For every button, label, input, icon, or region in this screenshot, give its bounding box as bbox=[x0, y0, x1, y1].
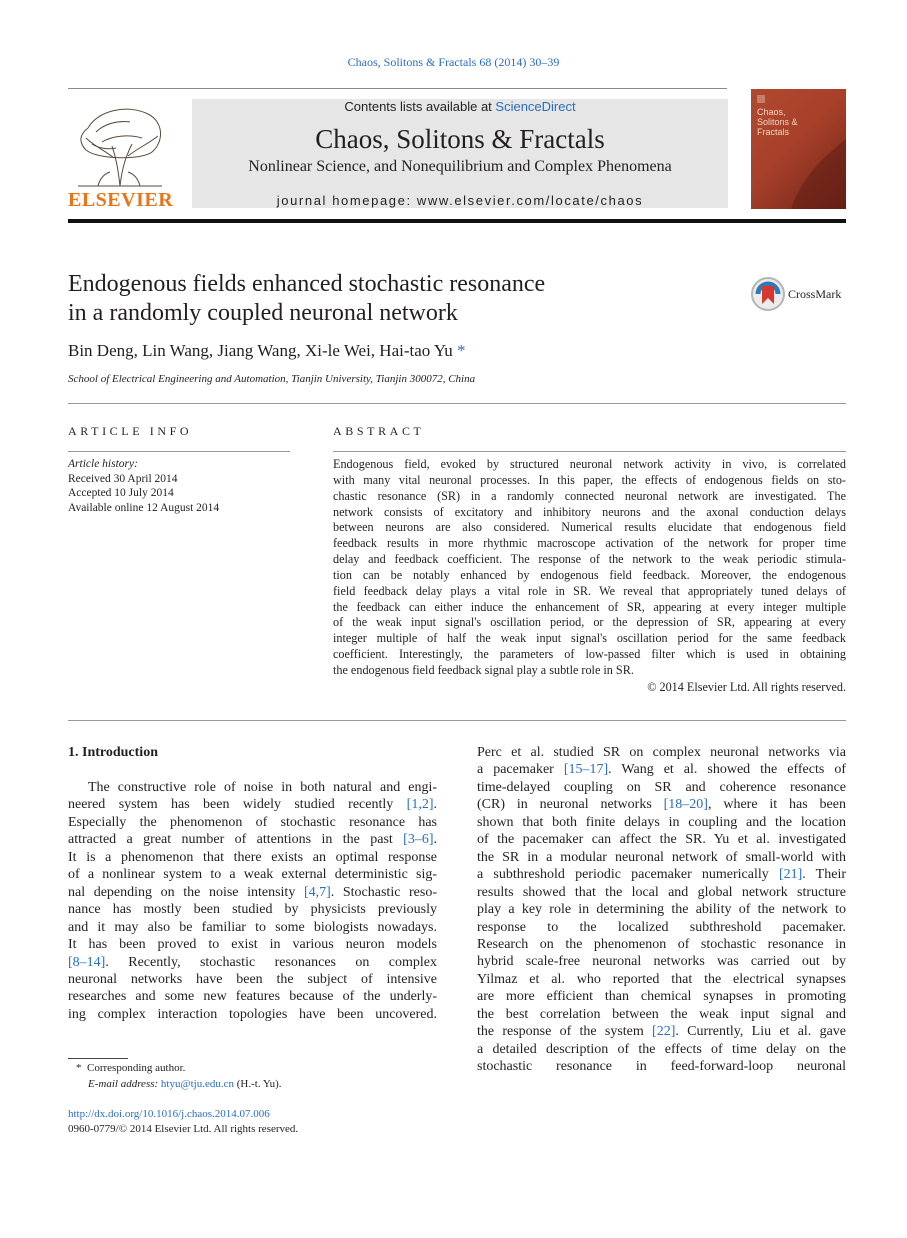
abstract-line: the feedback can either induce the enhancement of SR, appearing at every integer multiple bbox=[333, 599, 846, 614]
text-segment: Perc et al. studied SR on complex neuronal networks via bbox=[477, 745, 846, 760]
text-segment: response to the localized subthreshold pacemaker. bbox=[477, 919, 846, 935]
text-line bbox=[477, 919, 846, 936]
text-line bbox=[68, 849, 437, 866]
cover-title: Chaos, Solitons & Fractals bbox=[757, 107, 798, 137]
text-line bbox=[68, 954, 437, 971]
text-segment: . Their bbox=[802, 867, 846, 883]
text-segment: a pacemaker bbox=[477, 762, 564, 778]
section-rule bbox=[68, 403, 846, 404]
contents-prefix: Contents lists available at bbox=[344, 99, 496, 114]
text-line bbox=[477, 988, 846, 1005]
history-online: Available online 12 August 2014 bbox=[68, 501, 220, 514]
text-segment: Especially the phenomenon of stochastic resonance has bbox=[68, 814, 437, 830]
history-label: Article history: bbox=[68, 458, 138, 470]
text-segment: researches and some new features because of the underly- bbox=[68, 989, 437, 1005]
publisher-wordmark: ELSEVIER bbox=[68, 189, 174, 211]
text-segment: . Stochastic reso- bbox=[330, 884, 438, 900]
text-line bbox=[68, 901, 437, 918]
text-segment: attracted a great number of attentions in the past bbox=[68, 832, 404, 848]
journal-citation[interactable]: Chaos, Solitons & Fractals 68 (2014) 30–39 bbox=[347, 55, 560, 69]
journal-title: Chaos, Solitons & Fractals bbox=[315, 124, 605, 154]
text-line bbox=[477, 884, 846, 901]
text-segment: time-delayed coupling on SR and coherence resonance bbox=[477, 779, 846, 795]
text-line bbox=[477, 1006, 846, 1023]
text-segment: . bbox=[433, 797, 437, 813]
text-line bbox=[477, 866, 846, 883]
email-label: E-mail address: bbox=[88, 1078, 161, 1090]
text-line bbox=[477, 761, 846, 778]
text-line bbox=[68, 919, 437, 936]
footnote-corresponding bbox=[76, 1062, 185, 1074]
abstract-heading: ABSTRACT bbox=[333, 424, 425, 438]
abstract-line: tion can be notably enhanced by endogenous field feedback. Moreover, the endogenous bbox=[333, 567, 846, 582]
abstract-line: coefficient. Interestingly, the parameters of low-passed filter which is used in obtaining bbox=[333, 647, 846, 662]
text-line bbox=[477, 1058, 846, 1075]
text-line bbox=[68, 936, 437, 953]
text-segment: nance has mostly been studied by physicists previously bbox=[68, 902, 437, 918]
author-affiliation: School of Electrical Engineering and Automation, Tianjin University, Tianjin 300072, China bbox=[68, 373, 476, 385]
text-line bbox=[477, 936, 846, 953]
homepage-url[interactable]: www.elsevier.com/locate/chaos bbox=[416, 193, 644, 208]
text-segment: the SR in a modular neuronal network of small-world with bbox=[477, 849, 846, 865]
journal-subtitle: Nonlinear Science, and Nonequilibrium and Complex Phenomena bbox=[248, 158, 672, 175]
article-title-line-1: Endogenous fields enhanced stochastic resonance bbox=[68, 271, 546, 297]
abstract-line: Endogenous field, evoked by structured neuronal network activity in vivo, is correlated bbox=[333, 457, 846, 471]
article-title bbox=[68, 270, 688, 328]
section-rule bbox=[68, 720, 846, 721]
text-line bbox=[68, 988, 437, 1005]
abstract-line: feedback results in more rhythmic macroscope activation of the network for proper time bbox=[333, 536, 846, 551]
citation-link[interactable]: [3–6] bbox=[403, 832, 434, 848]
text-segment: of a nonlinear system to a weak external deterministic sig- bbox=[68, 867, 437, 883]
text-segment: the best correlation between the weak input signal and bbox=[477, 1006, 846, 1022]
text-segment: The constructive role of noise in both natural and engi- bbox=[88, 780, 437, 795]
header-thick-rule bbox=[68, 219, 846, 223]
contents-line bbox=[192, 99, 728, 114]
text-segment: ing complex interaction topologies have been uncovered. bbox=[68, 1006, 437, 1022]
doi-link[interactable]: http://dx.doi.org/10.1016/j.chaos.2014.07.006 bbox=[68, 1108, 270, 1120]
text-segment: nal depending on the noise intensity bbox=[68, 884, 304, 900]
text-line bbox=[68, 971, 437, 988]
email-link[interactable]: htyu@tju.edu.cn bbox=[160, 1078, 234, 1090]
abstract-line: delay and feedback coefficient. The response of the network to the weak periodic stimula- bbox=[333, 552, 846, 567]
footnote-rule bbox=[68, 1058, 128, 1059]
text-segment: , where it has been bbox=[707, 797, 846, 813]
text-segment: . bbox=[433, 832, 437, 848]
crossmark-label[interactable]: CrossMark bbox=[788, 287, 842, 301]
abstract-line: of the weak input signal's oscillation period, or the depression of SR, appearing at every bbox=[333, 615, 846, 630]
text-line bbox=[68, 884, 437, 901]
article-info-heading: ARTICLE INFO bbox=[68, 424, 193, 438]
text-segment: It has been proved to exist in various neuron models bbox=[68, 937, 437, 953]
abstract-body bbox=[333, 457, 846, 679]
citation-link[interactable]: [18–20] bbox=[663, 797, 708, 813]
text-segment: neered system has been widely studied recently bbox=[68, 797, 407, 813]
text-segment: Research on the phenomenon of stochastic resonance in bbox=[477, 936, 846, 952]
text-segment: a detailed description of the effects of time delay on the bbox=[477, 1041, 846, 1057]
body-column-right bbox=[477, 744, 846, 1076]
text-line bbox=[477, 1023, 846, 1040]
text-line bbox=[477, 971, 846, 988]
text-segment: results showed that the local and global network structure bbox=[477, 884, 846, 900]
citation-link[interactable]: [15–17] bbox=[563, 762, 609, 778]
header-rule bbox=[68, 88, 727, 89]
text-segment: neuronal networks have been the subject of intensive bbox=[68, 971, 437, 987]
footnote-email bbox=[88, 1078, 282, 1090]
citation-link[interactable]: [1,2] bbox=[406, 797, 434, 813]
journal-homepage bbox=[192, 193, 728, 208]
text-segment: shown that both finite delays in coupling and the location bbox=[477, 814, 846, 830]
body-column-left bbox=[68, 779, 437, 1023]
text-segment: . Wang et al. showed the effects of bbox=[608, 762, 846, 778]
sciencedirect-link[interactable]: ScienceDirect bbox=[495, 99, 576, 114]
email-suffix: (H.-t. Yu). bbox=[234, 1078, 282, 1090]
article-title-line-2: in a randomly coupled neuronal network bbox=[68, 300, 458, 326]
journal-cover-image[interactable] bbox=[751, 89, 846, 209]
text-line bbox=[477, 744, 846, 761]
citation-link[interactable]: [22] bbox=[652, 1024, 676, 1040]
text-line bbox=[477, 814, 846, 831]
text-segment: the response of the system bbox=[477, 1024, 653, 1040]
abstract-line: with many vital neuronal processes. In this paper, the effects of endogenous fields on sto- bbox=[333, 472, 846, 487]
text-segment: a subthreshold periodic pacemaker numerically bbox=[477, 867, 779, 883]
homepage-prefix: journal homepage: bbox=[276, 193, 417, 208]
text-line bbox=[477, 831, 846, 848]
text-line bbox=[68, 814, 437, 831]
text-segment: Yilmaz et al. who reported that the electrical synapses bbox=[477, 971, 846, 987]
history-accepted: Accepted 10 July 2014 bbox=[68, 487, 174, 499]
abstract-copyright: © 2014 Elsevier Ltd. All rights reserved. bbox=[647, 680, 846, 694]
text-segment: stochastic resonance in feed-forward-loop neuronal bbox=[477, 1059, 846, 1075]
text-line bbox=[477, 901, 846, 918]
citation-link[interactable]: [8–14] bbox=[68, 954, 106, 970]
issn-line: 0960-0779/© 2014 Elsevier Ltd. All rights reserved. bbox=[68, 1123, 299, 1135]
author-list bbox=[68, 341, 466, 361]
text-line bbox=[477, 849, 846, 866]
text-segment: . Recently, stochastic resonances on complex bbox=[105, 954, 437, 970]
citation-link[interactable]: [4,7] bbox=[303, 884, 331, 900]
abstract-line: network consists of excitatory and inhibitory neurons and the axonal conduction delays bbox=[333, 504, 846, 519]
text-line bbox=[477, 1041, 846, 1058]
abstract-line: field feedback delay plays a vital role in SR. We reveal that appropriately tuned delays of bbox=[333, 583, 846, 598]
text-segment: (CR) in neuronal networks bbox=[477, 797, 664, 813]
footnote-corresponding-text: Corresponding author. bbox=[87, 1062, 186, 1074]
text-line bbox=[68, 796, 437, 813]
history-received: Received 30 April 2014 bbox=[68, 472, 178, 485]
text-line bbox=[477, 779, 846, 796]
text-segment: and it may also be familiar to some biologists nowadays. bbox=[68, 919, 437, 935]
article-history bbox=[68, 457, 219, 515]
abstract-line: chastic resonance (SR) in a randomly connected neuronal network are investigated. The bbox=[333, 488, 846, 503]
text-line bbox=[68, 866, 437, 883]
abstract-line: between neurons are also considered. Numerical results elucidate that endogenous field bbox=[333, 520, 846, 535]
text-segment: hybrid scale-free neuronal networks was carried out by bbox=[477, 954, 846, 970]
corresponding-author-mark[interactable]: * bbox=[457, 341, 466, 360]
text-line bbox=[477, 796, 846, 813]
citation-link[interactable]: [21] bbox=[778, 867, 803, 883]
abstract-line: integer multiple of half the weak input signal's oscillation period for the same feedback bbox=[333, 631, 846, 646]
text-segment: are more efficient than chemical synapses in promoting bbox=[477, 989, 846, 1005]
text-line bbox=[477, 953, 846, 970]
text-segment: . Currently, Liu et al. gave bbox=[675, 1024, 846, 1040]
introduction-heading: 1. Introduction bbox=[68, 745, 158, 760]
abstract-line: the endogenous field feedback signal play a subtle role in SR. bbox=[333, 662, 634, 677]
text-segment: play a key role in determining the ability of the network to bbox=[477, 902, 846, 918]
authors-text: Bin Deng, Lin Wang, Jiang Wang, Xi-le Wei, Hai-tao Yu bbox=[68, 341, 453, 360]
article-info-rule bbox=[68, 451, 290, 452]
text-segment: It is a phenomenon that there exists an optimal response bbox=[68, 849, 437, 865]
text-segment: of the pacemaker can affect the SR. Yu et al. investigated bbox=[477, 832, 846, 848]
text-line bbox=[68, 831, 437, 848]
abstract-rule bbox=[333, 451, 846, 452]
text-line bbox=[68, 1006, 437, 1023]
footnote-mark: * bbox=[76, 1062, 82, 1074]
text-line bbox=[68, 779, 437, 796]
